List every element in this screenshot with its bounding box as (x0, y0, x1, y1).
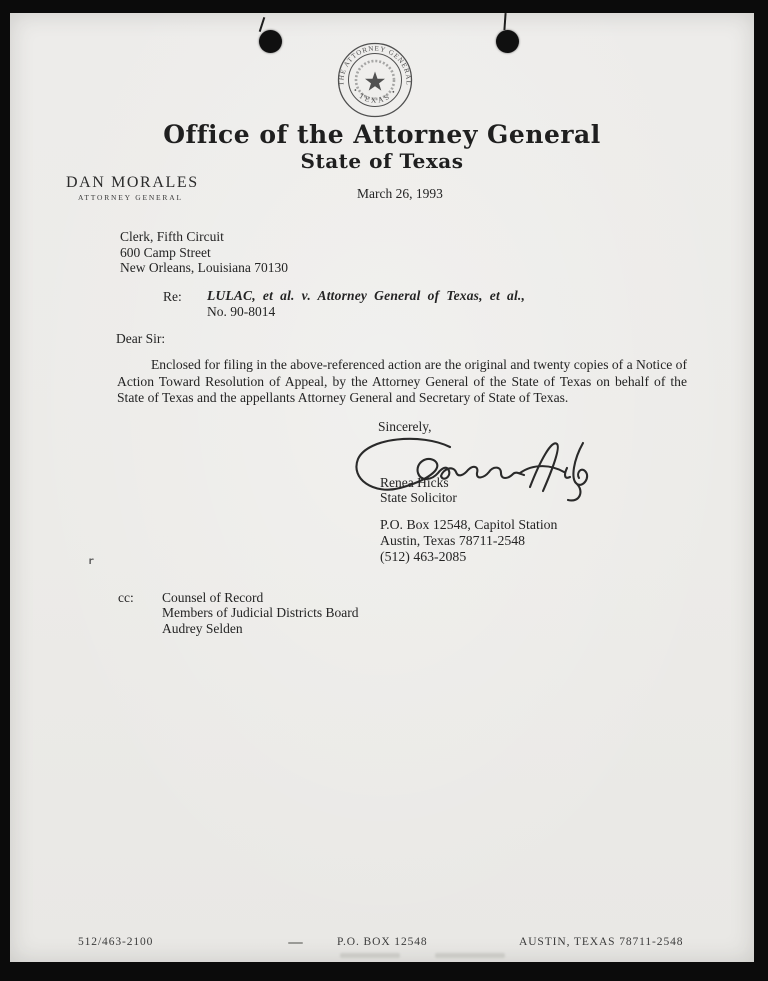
cc-list (162, 590, 358, 636)
letterhead-state-line: State of Texas (300, 149, 464, 173)
seal-icon (336, 41, 414, 119)
re-case-number: No. 90-8014 (207, 304, 276, 319)
recipient-line: Clerk, Fifth Circuit (120, 229, 224, 244)
sender-address (380, 517, 557, 564)
seal-bottom-text: • TEXAS • (351, 86, 399, 105)
pen-mark-left (259, 17, 266, 32)
footer-phone: 512/463-2100 (78, 936, 154, 948)
seal-top-text: THE ATTORNEY GENERAL (337, 44, 413, 86)
official-name: DAN MORALES (66, 174, 199, 191)
cc-item: Counsel of Record (162, 590, 264, 605)
signature-stroke (520, 466, 564, 473)
signer-name: Renea Hicks (380, 475, 449, 490)
signature-stroke (565, 443, 587, 500)
recipient-line: 600 Camp Street (120, 244, 211, 260)
cc-label: cc: (118, 590, 134, 605)
letter-page (10, 13, 754, 962)
attorney-general-seal (336, 41, 414, 119)
sender-address-line: Austin, Texas 78711-2548 (380, 532, 526, 548)
stray-mark: r (88, 556, 95, 567)
cc-item: Members of Judicial Districts Board (162, 605, 359, 621)
hole-punch-left (259, 30, 282, 53)
recipient-line: New Orleans, Louisiana 70130 (120, 260, 288, 276)
hole-punch-right (496, 30, 519, 53)
cc-item: Audrey Selden (162, 620, 243, 636)
closing-word: Sincerely, (378, 419, 432, 434)
footer-po-box: P.O. BOX 12548 (337, 936, 428, 948)
letter-date: March 26, 1993 (357, 186, 443, 201)
body-paragraph: Enclosed for filing in the above-referenced action are the original and twenty copies of a Notice of Action Toward Resolution of Appeal, by the Attorney General of the State of Texas on behalf of the State of Texas and the appellants Attorney General and Secretary of State of Texas. (117, 357, 687, 405)
sender-address-line: P.O. Box 12548, Capitol Station (380, 517, 558, 532)
footer-city: AUSTIN, TEXAS 78711-2548 (519, 936, 684, 948)
re-label: Re: (163, 289, 182, 304)
signer-title: State Solicitor (380, 490, 457, 505)
official-title: ATTORNEY GENERAL (78, 193, 183, 202)
scan-smudge (340, 953, 400, 958)
footer-dash-mark (288, 942, 303, 944)
pen-mark-right (503, 13, 506, 30)
seal-star-icon (365, 72, 385, 91)
svg-text:• TEXAS • (351, 86, 399, 104)
letterhead-office-line: Office of the Attorney General (163, 120, 601, 149)
recipient-address (120, 229, 288, 276)
re-case-title: LULAC, et al. v. Attorney General of Texas, et al., (207, 288, 526, 303)
scan-smudge (435, 953, 505, 958)
salutation: Dear Sir: (116, 331, 166, 346)
sender-phone: (512) 463-2085 (380, 548, 467, 564)
